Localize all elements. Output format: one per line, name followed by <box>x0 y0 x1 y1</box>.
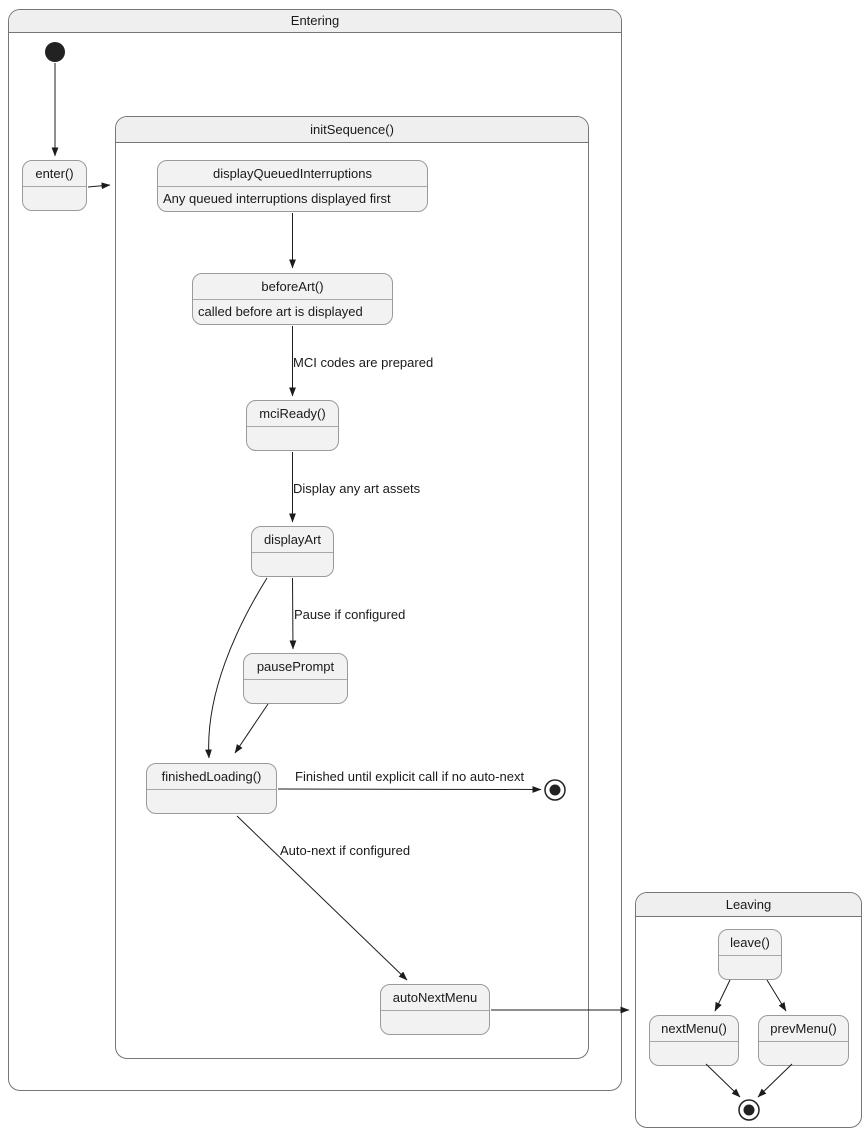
state-mci-ready-body <box>247 427 338 450</box>
state-next-menu-body <box>650 1042 738 1065</box>
state-display-art <box>251 526 334 577</box>
state-pause-prompt-label: pausePrompt <box>244 654 347 680</box>
transition-label-autonext-if-configured: Auto-next if configured <box>280 843 411 858</box>
container-leaving <box>635 892 862 1128</box>
state-next-menu-label: nextMenu() <box>650 1016 738 1042</box>
state-leave-label: leave() <box>719 930 781 956</box>
state-leave-body <box>719 956 781 979</box>
state-auto-next-menu-label: autoNextMenu <box>381 985 489 1011</box>
state-prev-menu-label: prevMenu() <box>759 1016 848 1042</box>
container-leaving-title: Leaving <box>636 893 861 917</box>
transition-label-finished-no-autonext: Finished until explicit call if no auto-next <box>295 769 525 784</box>
container-init-sequence <box>115 116 589 1059</box>
state-display-art-label: displayArt <box>252 527 333 553</box>
state-before-art-note: called before art is displayed <box>198 304 363 319</box>
state-display-queued-interruptions-note: Any queued interruptions displayed first <box>163 191 391 206</box>
state-next-menu <box>649 1015 739 1066</box>
container-init-sequence-title: initSequence() <box>116 117 588 143</box>
state-enter-body <box>23 187 86 210</box>
state-pause-prompt-body <box>244 680 347 703</box>
state-before-art <box>192 273 393 325</box>
state-mci-ready-label: mciReady() <box>247 401 338 427</box>
state-display-queued-interruptions-label: displayQueuedInterruptions <box>158 161 427 187</box>
state-leave <box>718 929 782 980</box>
state-enter <box>22 160 87 211</box>
state-prev-menu <box>758 1015 849 1066</box>
state-enter-label: enter() <box>23 161 86 187</box>
state-finished-loading-label: finishedLoading() <box>147 764 276 790</box>
state-display-art-body <box>252 553 333 576</box>
state-finished-loading <box>146 763 277 814</box>
state-before-art-label: beforeArt() <box>193 274 392 300</box>
state-pause-prompt <box>243 653 348 704</box>
state-finished-loading-body <box>147 790 276 813</box>
state-display-queued-interruptions <box>157 160 428 212</box>
state-auto-next-menu-body <box>381 1011 489 1034</box>
transition-label-pause-if-configured: Pause if configured <box>294 607 406 622</box>
state-auto-next-menu <box>380 984 490 1035</box>
state-prev-menu-body <box>759 1042 848 1065</box>
state-mci-ready <box>246 400 339 451</box>
container-entering-title: Entering <box>9 10 621 33</box>
transition-label-display-assets: Display any art assets <box>293 481 421 496</box>
transition-label-mci-prepared: MCI codes are prepared <box>293 355 434 370</box>
